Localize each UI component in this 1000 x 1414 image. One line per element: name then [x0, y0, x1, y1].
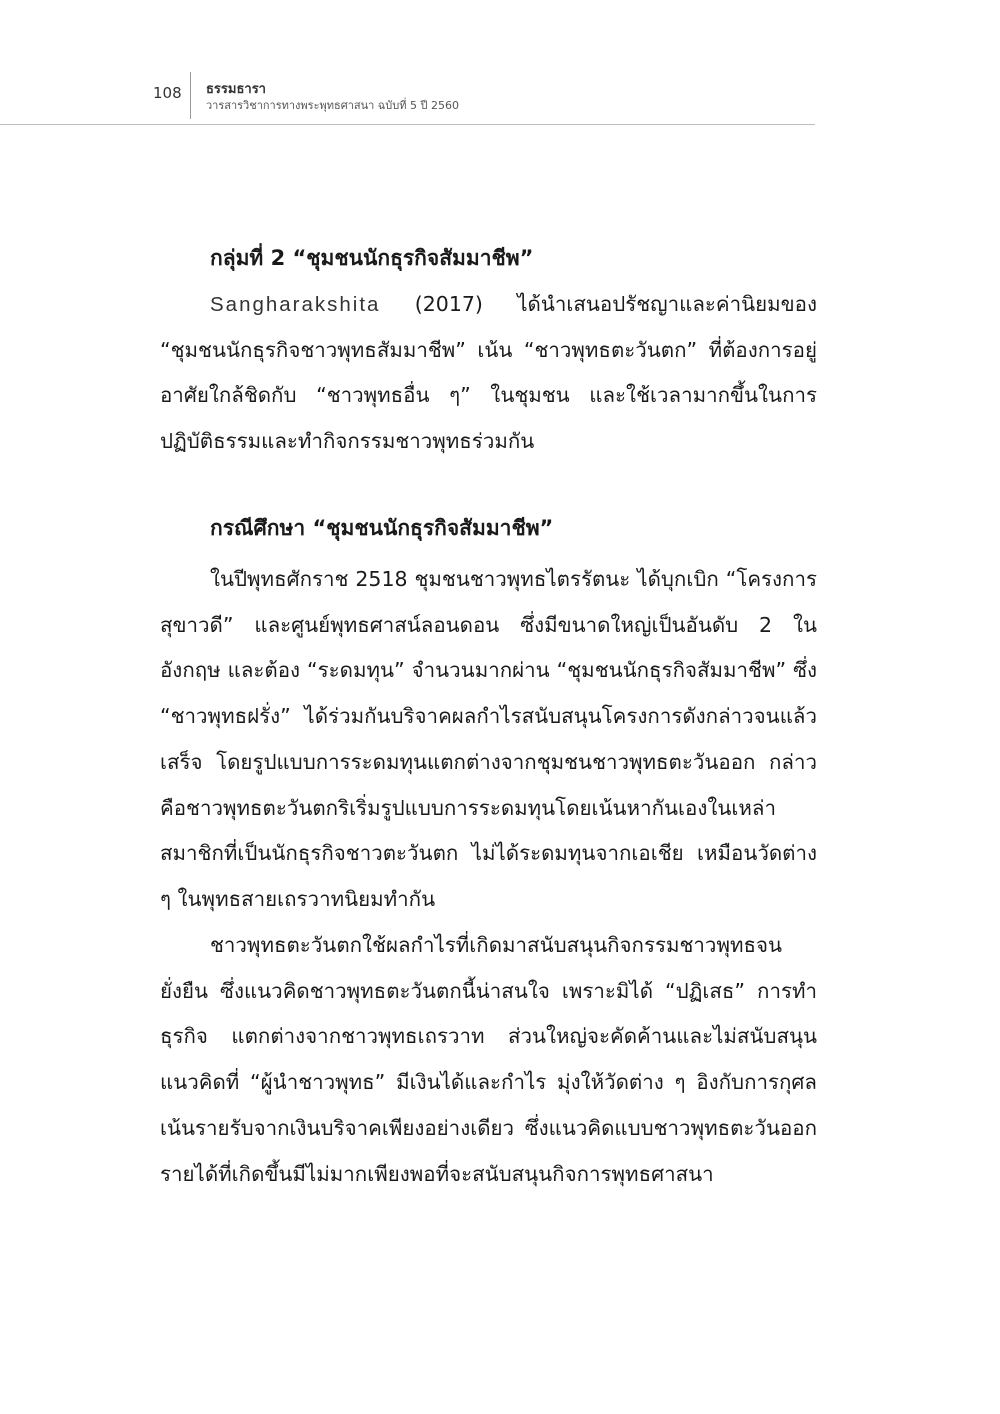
- header-divider: [190, 72, 191, 119]
- journal-title: ธรรมธารา: [206, 82, 266, 97]
- paragraph-text: (2017) ได้นำเสนอปรัชญาและค่านิยมของ “ชุมชนนักธุรกิจชาวพุทธสัมมาชีพ” เน้น “ชาวพุทธตะวันตก” ที่ต้องการอยู่อาศัยใกล้ชิดกับ “ชาวพุทธอื่น ๆ” ในชุมชน และใช้เวลามากขึ้นในการปฏิบัติธรรมและทำกิจกรรมชาวพุทธร่วมกัน: [160, 292, 817, 454]
- section-heading-group-2: กลุ่มที่ 2 “ชุมชนนักธุรกิจสัมมาชีพ”: [210, 246, 534, 270]
- author-name: Sangharakshita: [210, 293, 381, 316]
- running-header: [0, 0, 1000, 130]
- page-number: 108: [153, 84, 182, 102]
- paragraph-case-study-1: ในปีพุทธศักราช 2518 ชุมชนชาวพุทธไตรรัตนะ ได้บุกเบิก “โครงการสุขาวดี” และศูนย์พุทธศาสน์ลอนดอน ซึ่งมีขนาดใหญ่เป็นอันดับ 2 ในอังกฤษ และต้อง “ระดมทุน” จำนวนมากผ่าน “ชุมชนนักธุรกิจสัมมาชีพ” ซึ่ง “ชาวพุทธฝรั่ง” ได้ร่วมกันบริจาคผลกำไรสนับสนุนโครงการดังกล่าวจนแล้วเสร็จ โดยรูปแบบการระดมทุนแตกต่างจากชุมชนชาวพุทธตะวันออก กล่าวคือชาวพุทธตะวันตกริเริ่มรูปแบบการระดมทุนโดยเน้นหากันเองในเหล่าสมาชิกที่เป็นนักธุรกิจชาวตะวันตก ไม่ได้ระดมทุนจากเอเชีย เหมือนวัดต่าง ๆ ในพุทธสายเถรวาทนิยมทำกัน: [160, 567, 817, 911]
- paragraph-sangharakshita: [160, 282, 817, 465]
- header-rule: [0, 124, 815, 125]
- journal-subtitle: วารสารวิชาการทางพระพุทธศาสนา ฉบับที่ 5 ปี 2560: [206, 99, 459, 112]
- paragraph-case-study-2: ชาวพุทธตะวันตกใช้ผลกำไรที่เกิดมาสนับสนุนกิจกรรมชาวพุทธจนยั่งยืน ซึ่งแนวคิดชาวพุทธตะวันตกนี้น่าสนใจ เพราะมิได้ “ปฏิเสธ” การทำธุรกิจ แตกต่างจากชาวพุทธเถรวาท ส่วนใหญ่จะคัดค้านและไม่สนับสนุนแนวคิดที่ “ผู้นำชาวพุทธ” มีเงินได้และกำไร มุ่งให้วัดต่าง ๆ อิงกับการกุศล เน้นรายรับจากเงินบริจาคเพียงอย่างเดียว ซึ่งแนวคิดแบบชาวพุทธตะวันออก รายได้ที่เกิดขึ้นมีไม่มากเพียงพอที่จะสนับสนุนกิจการพุทธศาสนา: [160, 933, 817, 1186]
- section-heading-case-study: กรณีศึกษา “ชุมชนนักธุรกิจสัมมาชีพ”: [210, 516, 554, 540]
